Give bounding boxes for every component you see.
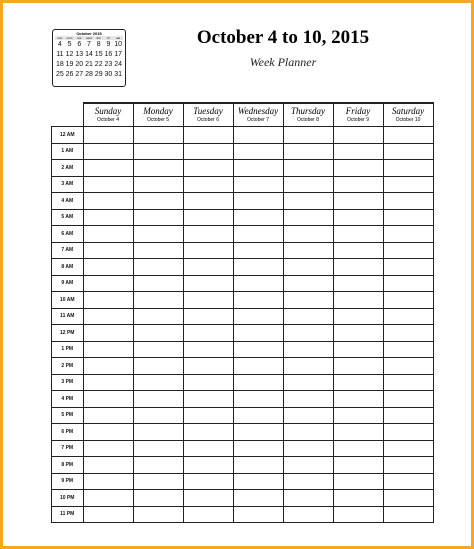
time-slot-cell[interactable] [383, 308, 433, 325]
time-slot-cell[interactable] [383, 457, 433, 474]
time-slot-cell[interactable] [133, 407, 183, 424]
day-column-header [233, 103, 283, 127]
time-slot-cell[interactable] [133, 308, 183, 325]
time-slot-cell[interactable] [383, 325, 433, 342]
time-slot-cell[interactable] [383, 160, 433, 177]
time-slot-cell[interactable] [133, 391, 183, 408]
time-slot-cell[interactable] [183, 209, 233, 226]
time-slot-cell[interactable] [83, 506, 133, 523]
time-slot-cell[interactable] [83, 473, 133, 490]
time-row [52, 292, 434, 309]
time-slot-cell[interactable] [83, 341, 133, 358]
time-row [52, 407, 434, 424]
time-slot-cell[interactable] [183, 242, 233, 259]
time-slot-cell[interactable] [333, 506, 383, 523]
time-row [52, 440, 434, 457]
day-column-header [133, 103, 183, 127]
time-slot-cell[interactable] [233, 341, 283, 358]
time-slot-cell[interactable] [283, 143, 333, 160]
time-row [52, 490, 434, 507]
mini-calendar-day[interactable]: 27 [75, 71, 84, 78]
time-slot-cell[interactable] [283, 473, 333, 490]
mini-calendar-day[interactable]: 21 [85, 61, 93, 68]
time-slot-cell[interactable] [133, 292, 183, 309]
time-slot-cell[interactable] [383, 440, 433, 457]
time-row [52, 358, 434, 375]
time-slot-cell[interactable] [283, 341, 333, 358]
time-slot-cell[interactable] [333, 259, 383, 276]
time-row [52, 457, 434, 474]
time-slot-cell[interactable] [183, 506, 233, 523]
time-slot-cell[interactable] [133, 259, 183, 276]
mini-calendar-day[interactable]: 20 [75, 61, 84, 68]
mini-calendar-weekday: mon [66, 36, 73, 40]
day-column-header [383, 103, 433, 127]
time-label: 11 AM [52, 308, 84, 325]
time-slot-cell[interactable] [183, 308, 233, 325]
time-slot-cell[interactable] [83, 292, 133, 309]
day-name: Wednesday [237, 106, 279, 116]
day-date: October 10 [395, 117, 421, 123]
time-slot-cell[interactable] [133, 209, 183, 226]
time-slot-cell[interactable] [183, 292, 233, 309]
time-slot-cell[interactable] [83, 242, 133, 259]
time-slot-cell[interactable] [333, 424, 383, 441]
time-slot-cell[interactable] [333, 160, 383, 177]
time-slot-cell[interactable] [383, 127, 433, 144]
time-slot-cell[interactable] [333, 292, 383, 309]
mini-calendar-day[interactable]: 6 [77, 41, 82, 48]
mini-calendar-day[interactable]: 22 [94, 61, 103, 68]
mini-calendar-day[interactable]: 10 [114, 41, 123, 48]
time-slot-cell[interactable] [83, 275, 133, 292]
time-label: 1 AM [52, 143, 84, 160]
time-slot-cell[interactable] [283, 457, 333, 474]
mini-calendar-weekday: tue [74, 36, 84, 40]
time-row [52, 424, 434, 441]
time-slot-cell[interactable] [233, 391, 283, 408]
day-date: October 6 [197, 117, 219, 123]
time-row [52, 391, 434, 408]
time-slot-cell[interactable] [283, 440, 333, 457]
time-slot-cell[interactable] [233, 407, 283, 424]
time-slot-cell[interactable] [233, 325, 283, 342]
time-slot-cell[interactable] [133, 473, 183, 490]
planner-corner [52, 103, 84, 127]
time-slot-cell[interactable] [133, 341, 183, 358]
mini-calendar-day[interactable]: 12 [65, 51, 74, 58]
day-name: Friday [345, 106, 371, 116]
time-row [52, 127, 434, 144]
time-label: 10 AM [52, 292, 84, 309]
time-slot-cell[interactable] [333, 209, 383, 226]
time-slot-cell[interactable] [83, 490, 133, 507]
mini-calendar-grid [55, 36, 123, 80]
time-slot-cell[interactable] [333, 193, 383, 210]
time-slot-cell[interactable] [383, 391, 433, 408]
page-title: October 4 to 10, 2015 [196, 27, 370, 48]
time-label: 7 PM [52, 440, 84, 457]
time-slot-cell[interactable] [283, 275, 333, 292]
mini-calendar-day[interactable]: 25 [55, 71, 64, 78]
time-slot-cell[interactable] [333, 358, 383, 375]
time-row [52, 308, 434, 325]
time-slot-cell[interactable] [283, 358, 333, 375]
time-slot-cell[interactable] [83, 424, 133, 441]
mini-calendar-day[interactable]: 11 [56, 51, 64, 58]
time-slot-cell[interactable] [283, 292, 333, 309]
day-name: Saturday [391, 106, 425, 116]
time-slot-cell[interactable] [383, 193, 433, 210]
time-label: 1 PM [52, 341, 84, 358]
time-slot-cell[interactable] [183, 424, 233, 441]
time-slot-cell[interactable] [333, 473, 383, 490]
time-slot-cell[interactable] [233, 506, 283, 523]
time-row [52, 176, 434, 193]
time-slot-cell[interactable] [83, 407, 133, 424]
time-row [52, 226, 434, 243]
time-slot-cell[interactable] [83, 374, 133, 391]
time-slot-cell[interactable] [383, 226, 433, 243]
time-slot-cell[interactable] [133, 176, 183, 193]
mini-calendar-weekday: fri [104, 36, 114, 40]
time-label: 12 PM [52, 325, 84, 342]
time-label: 2 AM [52, 160, 84, 177]
time-slot-cell[interactable] [133, 226, 183, 243]
time-slot-cell[interactable] [133, 506, 183, 523]
time-slot-cell[interactable] [283, 490, 333, 507]
time-slot-cell[interactable] [83, 358, 133, 375]
mini-calendar-title: October 2015 [76, 31, 102, 36]
time-slot-cell[interactable] [83, 325, 133, 342]
time-slot-cell[interactable] [333, 341, 383, 358]
time-slot-cell[interactable] [133, 457, 183, 474]
time-slot-cell[interactable] [83, 440, 133, 457]
day-column-header [183, 103, 233, 127]
mini-calendar-day[interactable]: 30 [104, 71, 113, 78]
mini-calendar [52, 29, 126, 87]
mini-calendar-day[interactable]: 31 [114, 71, 123, 78]
time-slot-cell[interactable] [83, 193, 133, 210]
time-slot-cell[interactable] [233, 143, 283, 160]
day-column-header [283, 103, 333, 127]
time-slot-cell[interactable] [183, 473, 233, 490]
time-label: 12 AM [52, 127, 84, 144]
time-slot-cell[interactable] [233, 242, 283, 259]
day-column-header [333, 103, 383, 127]
time-slot-cell[interactable] [383, 490, 433, 507]
time-slot-cell[interactable] [183, 160, 233, 177]
day-name: Sunday [94, 106, 122, 116]
time-slot-cell[interactable] [83, 209, 133, 226]
time-row [52, 374, 434, 391]
time-slot-cell[interactable] [133, 160, 183, 177]
time-slot-cell[interactable] [183, 374, 233, 391]
time-slot-cell[interactable] [283, 160, 333, 177]
time-slot-cell[interactable] [133, 374, 183, 391]
time-label: 5 PM [52, 407, 84, 424]
time-slot-cell[interactable] [83, 127, 133, 144]
time-slot-cell[interactable] [183, 193, 233, 210]
time-slot-cell[interactable] [183, 275, 233, 292]
time-label: 5 AM [52, 209, 84, 226]
mini-calendar-weekday: sun [55, 36, 65, 40]
time-row [52, 242, 434, 259]
mini-calendar-day[interactable]: 14 [85, 51, 93, 58]
time-slot-cell[interactable] [283, 374, 333, 391]
time-label: 9 PM [52, 473, 84, 490]
time-slot-cell[interactable] [333, 440, 383, 457]
time-slot-cell[interactable] [133, 143, 183, 160]
time-slot-cell[interactable] [333, 325, 383, 342]
mini-calendar-day[interactable]: 16 [104, 51, 113, 58]
time-slot-cell[interactable] [333, 407, 383, 424]
time-label: 9 AM [52, 275, 84, 292]
time-label: 11 PM [52, 506, 84, 523]
time-slot-cell[interactable] [383, 292, 433, 309]
time-slot-cell[interactable] [233, 374, 283, 391]
time-slot-cell[interactable] [333, 143, 383, 160]
time-label: 6 PM [52, 424, 84, 441]
time-slot-cell[interactable] [283, 176, 333, 193]
time-slot-cell[interactable] [233, 176, 283, 193]
time-slot-cell[interactable] [283, 259, 333, 276]
time-slot-cell[interactable] [133, 242, 183, 259]
mini-calendar-day[interactable]: 4 [57, 41, 62, 48]
time-slot-cell[interactable] [83, 143, 133, 160]
time-row [52, 193, 434, 210]
time-slot-cell[interactable] [133, 424, 183, 441]
time-row [52, 341, 434, 358]
time-slot-cell[interactable] [133, 490, 183, 507]
time-label: 3 AM [52, 176, 84, 193]
time-slot-cell[interactable] [283, 506, 333, 523]
time-slot-cell[interactable] [233, 440, 283, 457]
mini-calendar-day[interactable]: 8 [96, 41, 101, 48]
time-slot-cell[interactable] [183, 341, 233, 358]
time-row [52, 160, 434, 177]
day-column-header [83, 103, 133, 127]
time-slot-cell[interactable] [283, 407, 333, 424]
day-name: Thursday [290, 106, 325, 116]
time-slot-cell[interactable] [333, 226, 383, 243]
day-date: October 4 [97, 117, 119, 123]
time-slot-cell[interactable] [233, 127, 283, 144]
mini-calendar-weekday: thu [94, 36, 104, 40]
mini-calendar-day[interactable]: 24 [114, 61, 123, 68]
time-slot-cell[interactable] [283, 308, 333, 325]
time-row [52, 259, 434, 276]
time-slot-cell[interactable] [283, 226, 333, 243]
time-slot-cell[interactable] [283, 127, 333, 144]
mini-calendar-weekday: sat [113, 36, 123, 40]
mini-calendar-day[interactable]: 7 [87, 41, 91, 48]
time-slot-cell[interactable] [333, 176, 383, 193]
time-slot-cell[interactable] [333, 457, 383, 474]
time-slot-cell[interactable] [233, 457, 283, 474]
time-slot-cell[interactable] [83, 308, 133, 325]
time-slot-cell[interactable] [283, 242, 333, 259]
mini-calendar-day[interactable]: 17 [114, 51, 123, 58]
time-slot-cell[interactable] [183, 358, 233, 375]
time-slot-cell[interactable] [233, 308, 283, 325]
planner-body [52, 127, 434, 523]
time-slot-cell[interactable] [183, 440, 233, 457]
day-date: October 9 [347, 117, 369, 123]
time-row [52, 275, 434, 292]
time-row [52, 506, 434, 523]
time-slot-cell[interactable] [333, 374, 383, 391]
day-date: October 5 [147, 117, 169, 123]
time-slot-cell[interactable] [183, 143, 233, 160]
time-slot-cell[interactable] [283, 424, 333, 441]
time-slot-cell[interactable] [133, 325, 183, 342]
time-slot-cell[interactable] [383, 275, 433, 292]
time-slot-cell[interactable] [183, 325, 233, 342]
time-slot-cell[interactable] [333, 308, 383, 325]
time-slot-cell[interactable] [83, 176, 133, 193]
time-slot-cell[interactable] [233, 160, 283, 177]
time-row [52, 143, 434, 160]
time-slot-cell[interactable] [333, 127, 383, 144]
time-slot-cell[interactable] [233, 209, 283, 226]
time-row [52, 209, 434, 226]
time-slot-cell[interactable] [133, 358, 183, 375]
time-label: 2 PM [52, 358, 84, 375]
mini-calendar-day[interactable]: 18 [55, 61, 64, 68]
time-slot-cell[interactable] [383, 209, 433, 226]
time-label: 8 AM [52, 259, 84, 276]
time-slot-cell[interactable] [133, 275, 183, 292]
mini-calendar-day[interactable]: 26 [65, 71, 74, 78]
time-label: 3 PM [52, 374, 84, 391]
time-slot-cell[interactable] [133, 440, 183, 457]
time-slot-cell[interactable] [183, 226, 233, 243]
time-slot-cell[interactable] [383, 506, 433, 523]
time-slot-cell[interactable] [233, 275, 283, 292]
time-slot-cell[interactable] [383, 259, 433, 276]
mini-calendar-day[interactable]: 15 [94, 51, 103, 58]
mini-calendar-day[interactable]: 29 [94, 71, 103, 78]
time-slot-cell[interactable] [333, 391, 383, 408]
time-slot-cell[interactable] [233, 193, 283, 210]
day-name: Tuesday [193, 106, 223, 116]
time-slot-cell[interactable] [383, 473, 433, 490]
mini-calendar-weekday: wed [84, 36, 94, 40]
time-label: 4 PM [52, 391, 84, 408]
time-label: 7 AM [52, 242, 84, 259]
time-slot-cell[interactable] [83, 160, 133, 177]
mini-calendar-day[interactable]: 9 [106, 41, 111, 48]
time-slot-cell[interactable] [133, 193, 183, 210]
time-slot-cell[interactable] [233, 259, 283, 276]
time-slot-cell[interactable] [383, 407, 433, 424]
time-slot-cell[interactable] [383, 242, 433, 259]
time-slot-cell[interactable] [183, 457, 233, 474]
week-planner-table [51, 102, 434, 523]
time-slot-cell[interactable] [83, 259, 133, 276]
time-label: 4 AM [52, 193, 84, 210]
time-slot-cell[interactable] [183, 127, 233, 144]
time-label: 6 AM [52, 226, 84, 243]
time-slot-cell[interactable] [183, 391, 233, 408]
time-slot-cell[interactable] [383, 143, 433, 160]
time-slot-cell[interactable] [233, 226, 283, 243]
time-slot-cell[interactable] [333, 275, 383, 292]
time-row [52, 325, 434, 342]
time-slot-cell[interactable] [383, 424, 433, 441]
time-slot-cell[interactable] [183, 490, 233, 507]
time-slot-cell[interactable] [233, 424, 283, 441]
time-slot-cell[interactable] [283, 193, 333, 210]
planner-header-row [52, 103, 434, 127]
day-date: October 8 [297, 117, 319, 123]
time-slot-cell[interactable] [83, 226, 133, 243]
time-slot-cell[interactable] [283, 391, 333, 408]
time-slot-cell[interactable] [183, 407, 233, 424]
time-slot-cell[interactable] [383, 341, 433, 358]
mini-calendar-day[interactable]: 5 [67, 41, 72, 48]
time-label: 8 PM [52, 457, 84, 474]
time-slot-cell[interactable] [283, 209, 333, 226]
mini-calendar-day[interactable]: 23 [104, 61, 113, 68]
time-slot-cell[interactable] [333, 490, 383, 507]
time-slot-cell[interactable] [383, 176, 433, 193]
time-slot-cell[interactable] [383, 374, 433, 391]
time-slot-cell[interactable] [233, 358, 283, 375]
time-slot-cell[interactable] [83, 457, 133, 474]
mini-calendar-day[interactable]: 13 [75, 51, 84, 58]
time-slot-cell[interactable] [233, 473, 283, 490]
day-date: October 7 [247, 117, 269, 123]
mini-calendar-day[interactable]: 19 [65, 61, 74, 68]
time-slot-cell[interactable] [183, 176, 233, 193]
time-slot-cell[interactable] [83, 391, 133, 408]
time-slot-cell[interactable] [183, 259, 233, 276]
time-slot-cell[interactable] [233, 292, 283, 309]
mini-calendar-day[interactable]: 28 [85, 71, 93, 78]
day-name: Monday [143, 106, 173, 116]
time-label: 10 PM [52, 490, 84, 507]
time-slot-cell[interactable] [283, 325, 333, 342]
time-row [52, 473, 434, 490]
time-slot-cell[interactable] [383, 358, 433, 375]
time-slot-cell[interactable] [133, 127, 183, 144]
time-slot-cell[interactable] [333, 242, 383, 259]
page-subtitle: Week Planner [249, 55, 317, 69]
time-slot-cell[interactable] [233, 490, 283, 507]
